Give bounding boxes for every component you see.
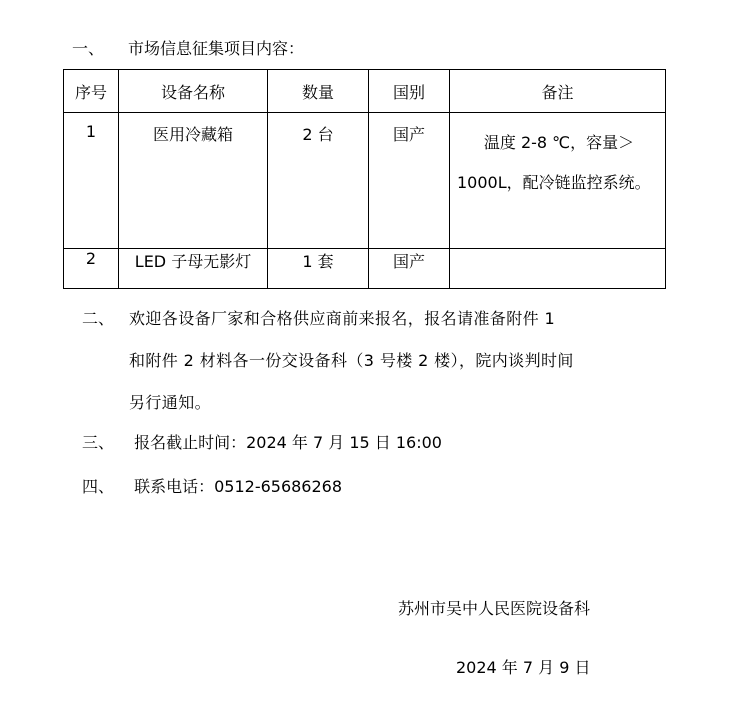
contact-phone: 联系电话：0512-65686268 bbox=[134, 477, 343, 496]
cell-seq: 2 bbox=[64, 249, 119, 289]
section-2-number: 二、 bbox=[82, 309, 115, 328]
section-1-title: 市场信息征集项目内容： bbox=[128, 39, 305, 58]
equipment-table bbox=[63, 69, 666, 289]
section-4-paragraph bbox=[82, 477, 682, 497]
cell-note bbox=[450, 249, 666, 289]
cell-country: 国产 bbox=[369, 113, 450, 249]
section-2-line: 欢迎各设备厂家和合格供应商前来报名，报名请准备附件 1 bbox=[129, 309, 556, 328]
section-2-line: 和附件 2 材料各一份交设备科（3 号楼 2 楼），院内谈判时间 bbox=[129, 351, 574, 370]
section-1-heading bbox=[72, 36, 304, 59]
cell-country: 国产 bbox=[369, 249, 450, 289]
header-seq: 序号 bbox=[64, 70, 119, 113]
table-header-row bbox=[64, 70, 666, 113]
section-3-paragraph bbox=[82, 433, 682, 453]
section-2-body bbox=[129, 298, 629, 424]
header-country: 国别 bbox=[369, 70, 450, 113]
table-row bbox=[64, 113, 666, 249]
signature-department: 苏州市吴中人民医院设备科 bbox=[398, 599, 591, 618]
table-row bbox=[64, 249, 666, 289]
registration-deadline: 报名截止时间：2024 年 7 月 15 日 16:00 bbox=[134, 433, 442, 452]
cell-seq: 1 bbox=[64, 113, 119, 249]
cell-qty: 2 台 bbox=[268, 113, 369, 249]
signature-date: 2024 年 7 月 9 日 bbox=[456, 658, 591, 677]
section-3-number: 三、 bbox=[82, 433, 115, 452]
section-2-line: 另行通知。 bbox=[129, 393, 212, 412]
cell-note: 温度 2-8 ℃，容量＞1000L，配冷链监控系统。 bbox=[450, 113, 666, 249]
cell-name: 医用冷藏箱 bbox=[119, 113, 268, 249]
header-note: 备注 bbox=[450, 70, 666, 113]
cell-name: LED 子母无影灯 bbox=[119, 249, 268, 289]
section-1-number: 一、 bbox=[72, 39, 105, 58]
header-qty: 数量 bbox=[268, 70, 369, 113]
section-2-paragraph bbox=[82, 309, 682, 439]
header-name: 设备名称 bbox=[119, 70, 268, 113]
cell-qty: 1 套 bbox=[268, 249, 369, 289]
section-4-number: 四、 bbox=[82, 477, 115, 496]
